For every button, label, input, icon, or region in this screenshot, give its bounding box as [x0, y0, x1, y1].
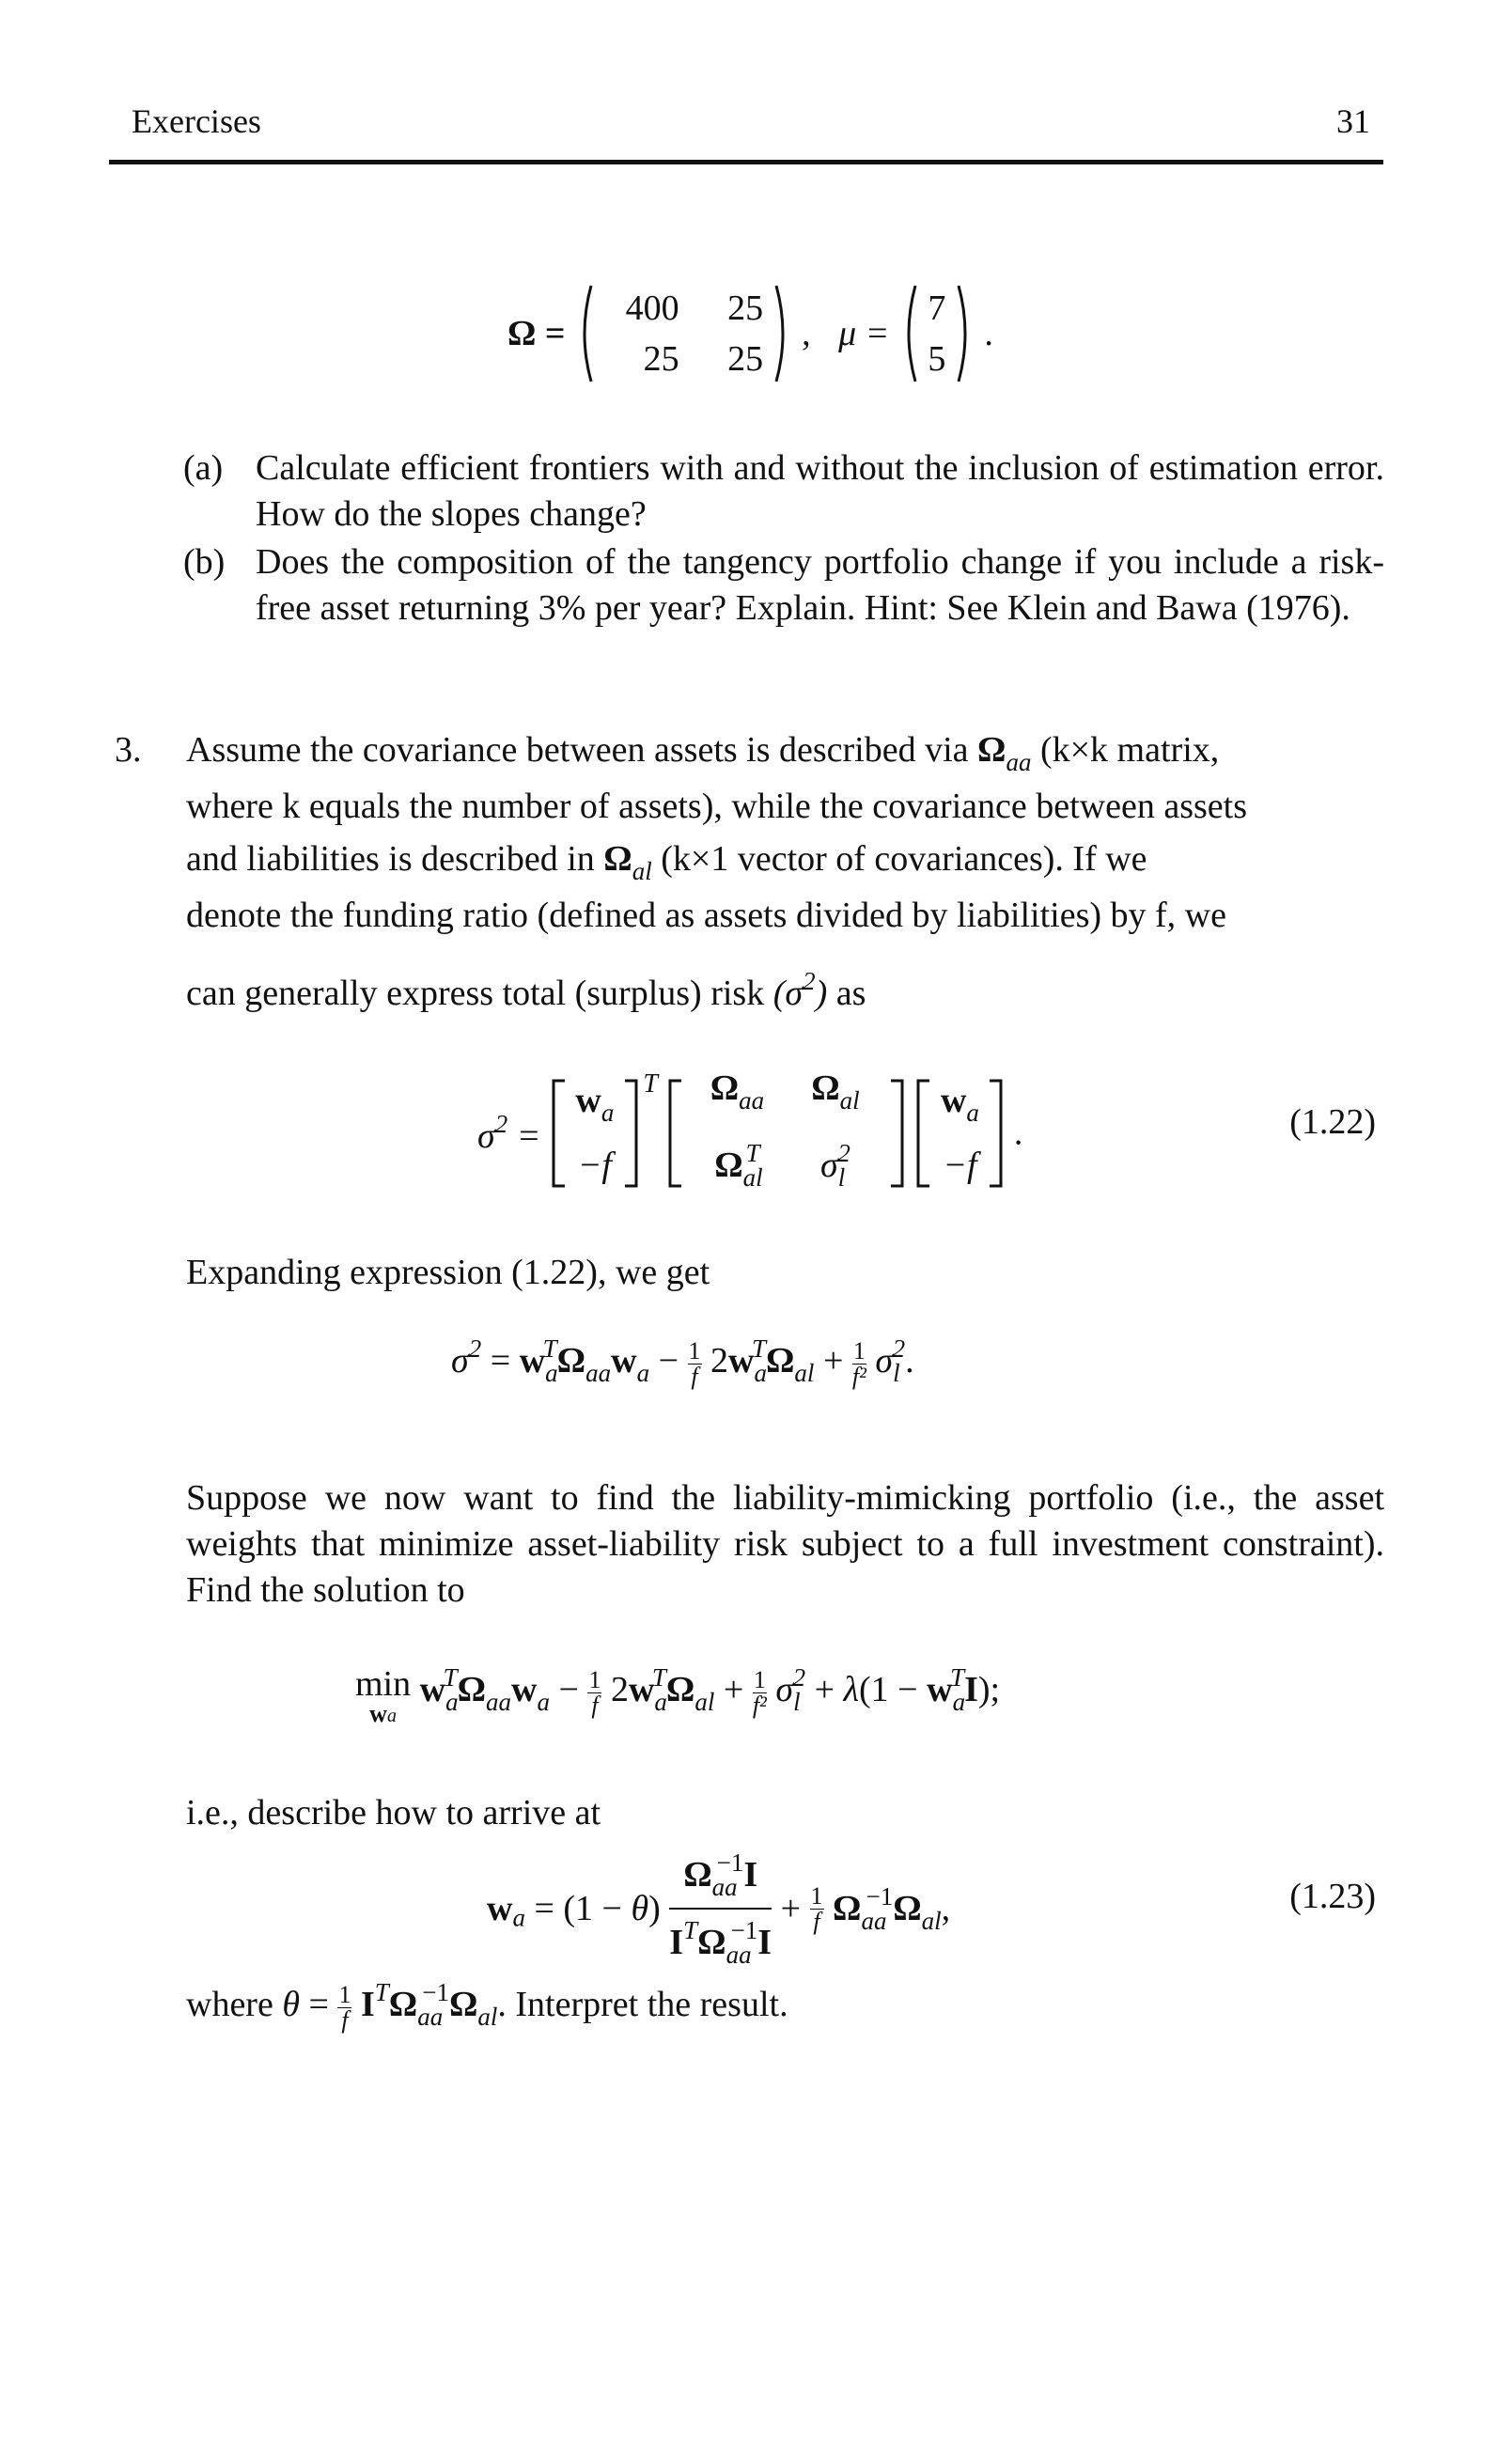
- omega-matrix: [604, 283, 764, 384]
- ex3-line2: where k equals the number of assets), while the covariance between assets: [186, 787, 1248, 826]
- ex3-line3-a: and liabilities is described in: [186, 839, 595, 879]
- fraction-one-over-f: $\frac{1}{f}$: [338, 1980, 351, 2034]
- left-paren-icon: [898, 282, 919, 385]
- left-bracket-icon: [914, 1078, 931, 1189]
- part-b: [183, 539, 1384, 680]
- right-bracket-icon: [988, 1078, 1005, 1189]
- omega-cell: 25: [727, 339, 764, 379]
- part-a-text: Calculate efficient frontiers with and without the inclusion of estimation error. How do the slopes change?: [256, 448, 1384, 534]
- minimization-equation: min wa $w_a^T\Omega_{aa}w_a$ − $\frac{1}{f}$ $2w_a^T\Omega_{al}$ + $\frac{1}{\text{f²}}$ $\sigma_l^2 + \lambda(1 - w_a^TI)$;: [355, 1663, 1001, 1727]
- interpret-text: . Interpret the result.: [497, 1985, 788, 2024]
- omega-mu-equation: [507, 282, 993, 385]
- period: .: [1013, 1113, 1023, 1153]
- page-number: 31: [1336, 102, 1370, 140]
- weight-vector: $w_a$ −f: [940, 1081, 979, 1185]
- ex3-line1-a: Assume the covariance between assets is described via: [186, 730, 969, 770]
- ex3-line3: [186, 836, 1384, 895]
- fraction-one-over-f: $\frac{1}{f}$: [810, 1881, 823, 1935]
- subscript-aa: aa: [1006, 748, 1032, 776]
- omega-lhs: Ω =: [507, 314, 566, 353]
- right-bracket-icon: [889, 1078, 906, 1189]
- left-bracket-icon: [666, 1078, 683, 1189]
- expanded-equation: $\sigma^2 = w_a^T\Omega_{aa}w_a$ − $\frac{1}{f}$ $2w_a^T\Omega_{al}$ + $\frac{1}{\text{f²}}$ $\sigma_l^2$.: [451, 1334, 914, 1390]
- ex3-line5-b: as: [835, 974, 866, 1013]
- where-label: where: [186, 1985, 273, 2024]
- weight-vector: $w_a$ −f: [575, 1081, 615, 1185]
- ex3-line1: [186, 727, 1384, 786]
- equation-1-22: [477, 1062, 1022, 1204]
- mu-vector: [928, 283, 945, 384]
- right-paren-icon: [955, 282, 975, 385]
- omega-cell: 25: [727, 289, 764, 328]
- ex3-line1-b: (k×k matrix,: [1039, 730, 1220, 770]
- fraction-one-over-f-squared: $\frac{1}{\text{f²}}$: [851, 1336, 866, 1390]
- covariance-matrix: $\Omega_{aa}$ $\Omega_{al}$ $\Omega_{al}^T$ $\sigma_l^2$: [710, 1068, 860, 1192]
- ie-text: i.e., describe how to arrive at: [186, 1793, 601, 1832]
- part-a: [183, 445, 1384, 539]
- left-paren-icon: [574, 282, 595, 385]
- suppose-text: Suppose we now want to find the liability-mimicking portfolio (i.e., the asset weights that minimize asset-liability risk subject to a full investment constraint). Find the solution to: [186, 1478, 1384, 1610]
- part-b-label: (b): [183, 542, 226, 582]
- omega-cell: 25: [643, 339, 679, 379]
- ex3-line4: denote the funding ratio (defined as assets divided by liabilities) by f, we: [186, 896, 1226, 935]
- mu-lhs: μ =: [838, 314, 890, 353]
- expanding-text: Expanding expression (1.22), we get: [186, 1253, 710, 1292]
- omega-al-symbol: Ω: [603, 839, 632, 879]
- running-header: Exercises: [132, 102, 261, 140]
- period: .: [984, 314, 993, 353]
- ex3-line3-b: (k×1 vector of covariances). If we: [661, 839, 1147, 879]
- ex3-line5: [186, 959, 1384, 1017]
- fraction-one-over-f: $\frac{1}{f}$: [688, 1336, 701, 1390]
- mu-cell: 7: [928, 289, 946, 328]
- ex3-line5-a: can generally express total (surplus) risk: [186, 974, 765, 1013]
- right-paren-icon: [772, 282, 793, 385]
- comma: ,: [802, 314, 811, 353]
- equation-1-23: $w_a = (1 - \theta)$ $\frac{\Omega_{aa}^{-1}I}{I^T\Omega_{aa}^{-1}I}$ + $\frac{1}{f}$ $\Omega_{aa}^{-1}\Omega_{al}$,: [487, 1842, 950, 1975]
- transpose-marker: T: [643, 1069, 658, 1099]
- exercise-number: 3.: [115, 730, 142, 770]
- mu-cell: 5: [928, 339, 946, 379]
- where-line: where θ = $\frac{1}{f}$ $I^T\Omega_{aa}^{-1}\Omega_{al}$. Interpret the result.: [186, 1978, 788, 2034]
- sigma-squared-lhs: $\sigma^2$: [451, 1334, 482, 1380]
- omega-cell: 400: [625, 289, 679, 328]
- equation-number-1-22: (1.22): [1289, 1102, 1376, 1142]
- subscript-al: al: [632, 857, 652, 885]
- sigma-squared-lhs: $\sigma^2$ =: [477, 1109, 541, 1156]
- theta-symbol: θ: [282, 1985, 301, 2024]
- fraction-one-over-f: $\frac{1}{f}$: [588, 1665, 601, 1719]
- left-bracket-icon: [550, 1078, 567, 1189]
- fraction-omega-inverse: $\frac{\Omega_{aa}^{-1}I}{I^T\Omega_{aa}^{-1}I}$: [669, 1842, 772, 1975]
- fraction-one-over-f-squared: $\frac{1}{\text{f²}}$: [752, 1665, 767, 1719]
- sigma-squared: $(\sigma^2)$: [772, 967, 828, 1013]
- omega-aa-symbol: Ω: [977, 730, 1006, 770]
- part-a-label: (a): [183, 448, 224, 488]
- part-b-text: Does the composition of the tangency portfolio change if you include a risk-free asset returning 3% per year? Explain. Hint: See Klein and Bawa (1976).: [256, 542, 1384, 628]
- header-rule: [109, 160, 1383, 164]
- right-bracket-icon: [623, 1078, 640, 1189]
- min-operator: min wa: [355, 1664, 412, 1727]
- equation-number-1-23: (1.23): [1289, 1877, 1376, 1916]
